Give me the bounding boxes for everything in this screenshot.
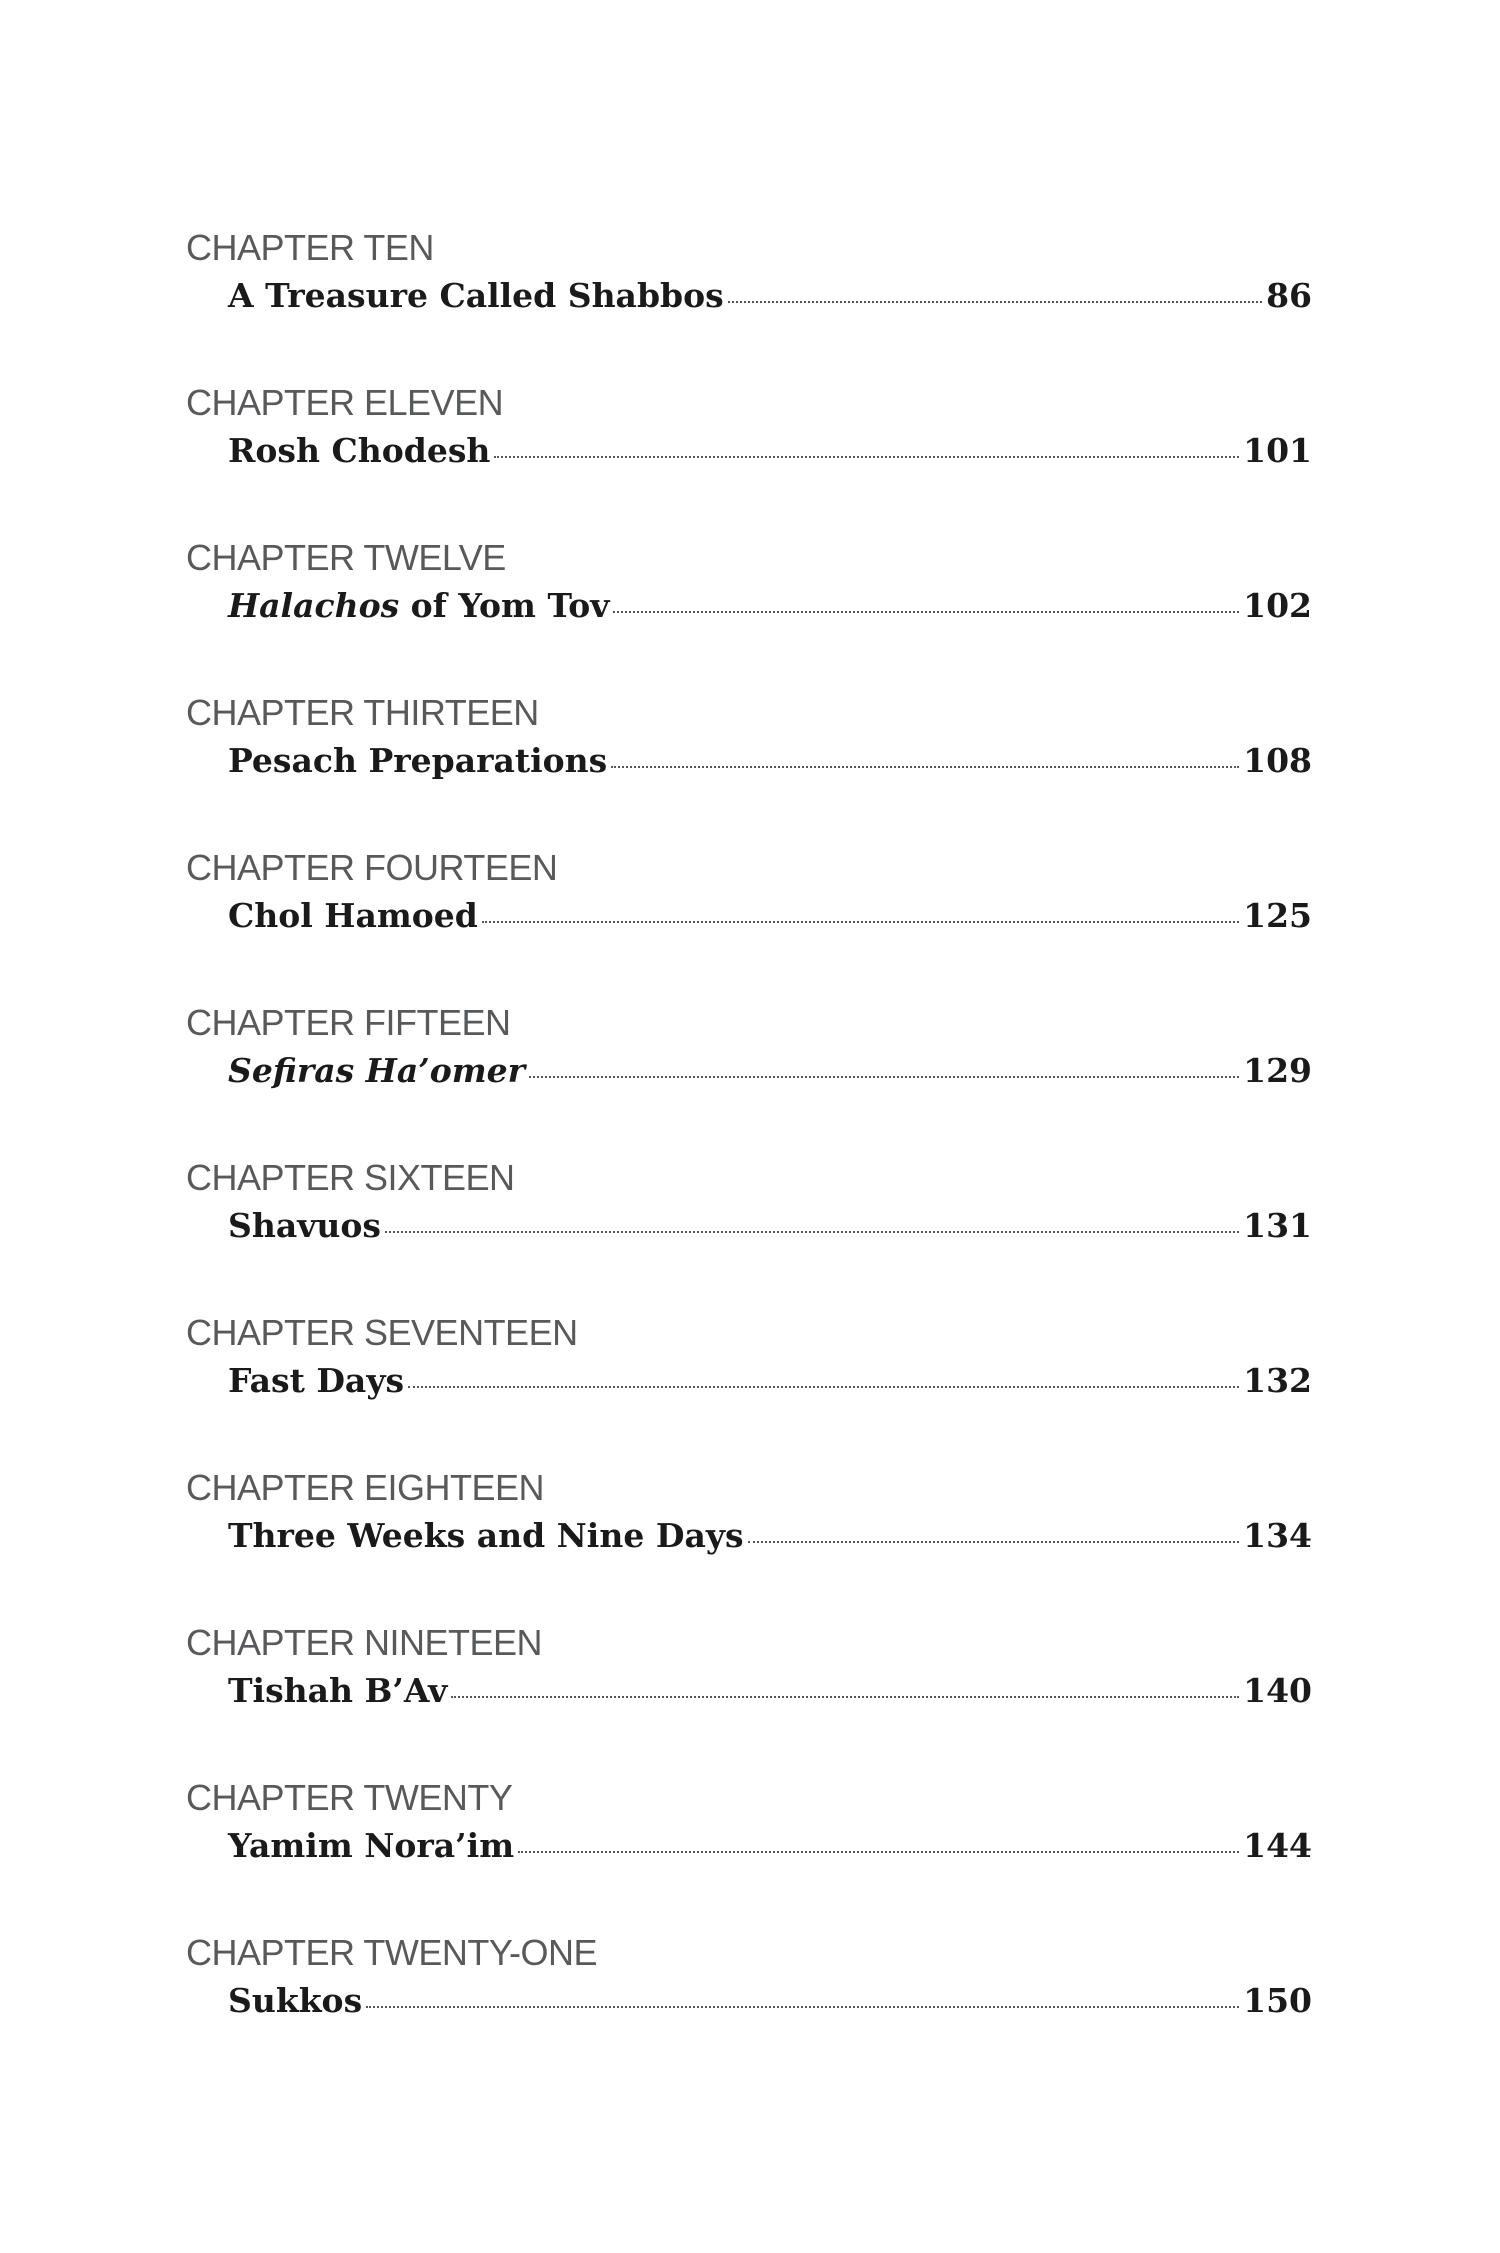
chapter-title[interactable]: [228, 1361, 404, 1400]
chapter-title-text: Yamim Nora’im: [228, 1826, 515, 1865]
dot-leader: [613, 611, 1239, 613]
chapter-label: CHAPTER TWELVE: [186, 537, 506, 578]
toc-entry[interactable]: [186, 1311, 1312, 1466]
chapter-title-row[interactable]: [228, 1671, 1312, 1719]
page-number[interactable]: 144: [1243, 1826, 1312, 1865]
chapter-title-italic: Sefiras Ha’omer: [228, 1051, 526, 1090]
dot-leader: [385, 1231, 1239, 1233]
chapter-label: CHAPTER THIRTEEN: [186, 692, 539, 733]
chapter-title[interactable]: [228, 1671, 447, 1710]
chapter-title-italic: Halachos: [228, 586, 400, 625]
dot-leader: [482, 921, 1239, 923]
chapter-title-row[interactable]: [228, 1051, 1312, 1099]
chapter-title-text: Chol Hamoed: [228, 896, 478, 935]
toc-entry[interactable]: [186, 846, 1312, 1001]
chapter-title-row[interactable]: [228, 276, 1312, 324]
chapter-title-text: Sukkos: [228, 1981, 363, 2020]
page-number[interactable]: 129: [1243, 1051, 1312, 1090]
chapter-title-row[interactable]: [228, 1206, 1312, 1254]
dot-leader: [529, 1076, 1239, 1078]
chapter-title[interactable]: [228, 896, 478, 935]
table-of-contents: [186, 226, 1312, 2086]
page-number[interactable]: 86: [1266, 276, 1312, 315]
toc-entry[interactable]: [186, 381, 1312, 536]
dot-leader: [408, 1386, 1239, 1388]
chapter-label: CHAPTER FIFTEEN: [186, 1002, 511, 1043]
chapter-title-text: A Treasure Called Shabbos: [228, 276, 724, 315]
dot-leader: [611, 766, 1239, 768]
page-number[interactable]: 140: [1243, 1671, 1312, 1710]
chapter-title-text: Pesach Preparations: [228, 741, 608, 780]
page-number[interactable]: 102: [1243, 586, 1312, 625]
page-number[interactable]: 131: [1243, 1206, 1312, 1245]
chapter-title-row[interactable]: [228, 741, 1312, 789]
chapter-title[interactable]: [228, 431, 490, 470]
dot-leader: [728, 301, 1262, 303]
chapter-label: CHAPTER FOURTEEN: [186, 847, 558, 888]
chapter-label: CHAPTER SIXTEEN: [186, 1157, 515, 1198]
chapter-title-row[interactable]: [228, 1516, 1312, 1564]
dot-leader: [748, 1541, 1240, 1543]
chapter-title[interactable]: [228, 1516, 744, 1555]
toc-entry[interactable]: [186, 226, 1312, 381]
chapter-label: CHAPTER TWENTY-ONE: [186, 1932, 598, 1973]
page-number[interactable]: 150: [1243, 1981, 1312, 2020]
chapter-label: CHAPTER ELEVEN: [186, 382, 504, 423]
chapter-title[interactable]: [228, 741, 607, 780]
toc-entry[interactable]: [186, 691, 1312, 846]
page-number[interactable]: 132: [1243, 1361, 1312, 1400]
toc-entry[interactable]: [186, 1931, 1312, 2086]
chapter-title-text: Shavuos: [228, 1206, 381, 1245]
dot-leader: [494, 456, 1239, 458]
chapter-title-row[interactable]: [228, 431, 1312, 479]
chapter-title-row[interactable]: [228, 586, 1312, 634]
chapter-title-row[interactable]: [228, 1981, 1312, 2029]
toc-entry[interactable]: [186, 536, 1312, 691]
chapter-title[interactable]: [228, 1826, 514, 1865]
chapter-title[interactable]: [228, 276, 724, 315]
toc-entry[interactable]: [186, 1156, 1312, 1311]
chapter-title-text: Fast Days: [228, 1361, 405, 1400]
toc-entry[interactable]: [186, 1001, 1312, 1156]
chapter-label: CHAPTER EIGHTEEN: [186, 1467, 545, 1508]
chapter-title[interactable]: [228, 1206, 381, 1245]
dot-leader: [518, 1851, 1239, 1853]
toc-entry[interactable]: [186, 1621, 1312, 1776]
page-number[interactable]: 108: [1243, 741, 1312, 780]
page-number[interactable]: 134: [1243, 1516, 1312, 1555]
chapter-label: CHAPTER SEVENTEEN: [186, 1312, 578, 1353]
chapter-title-row[interactable]: [228, 1826, 1312, 1874]
chapter-title[interactable]: [228, 1051, 525, 1090]
chapter-title[interactable]: [228, 586, 609, 625]
toc-entry[interactable]: [186, 1466, 1312, 1621]
chapter-title-text: Three Weeks and Nine Days: [228, 1516, 744, 1555]
dot-leader: [366, 2006, 1239, 2008]
toc-entry[interactable]: [186, 1776, 1312, 1931]
chapter-title-row[interactable]: [228, 1361, 1312, 1409]
chapter-title-text: of Yom Tov: [399, 586, 610, 625]
page-number[interactable]: 101: [1243, 431, 1312, 470]
chapter-title-text: Rosh Chodesh: [228, 431, 491, 470]
chapter-title-row[interactable]: [228, 896, 1312, 944]
dot-leader: [451, 1696, 1239, 1698]
chapter-title-text: Tishah B’Av: [228, 1671, 448, 1710]
page-number[interactable]: 125: [1243, 896, 1312, 935]
chapter-label: CHAPTER TEN: [186, 227, 434, 268]
chapter-label: CHAPTER TWENTY: [186, 1777, 513, 1818]
chapter-label: CHAPTER NINETEEN: [186, 1622, 543, 1663]
chapter-title[interactable]: [228, 1981, 362, 2020]
